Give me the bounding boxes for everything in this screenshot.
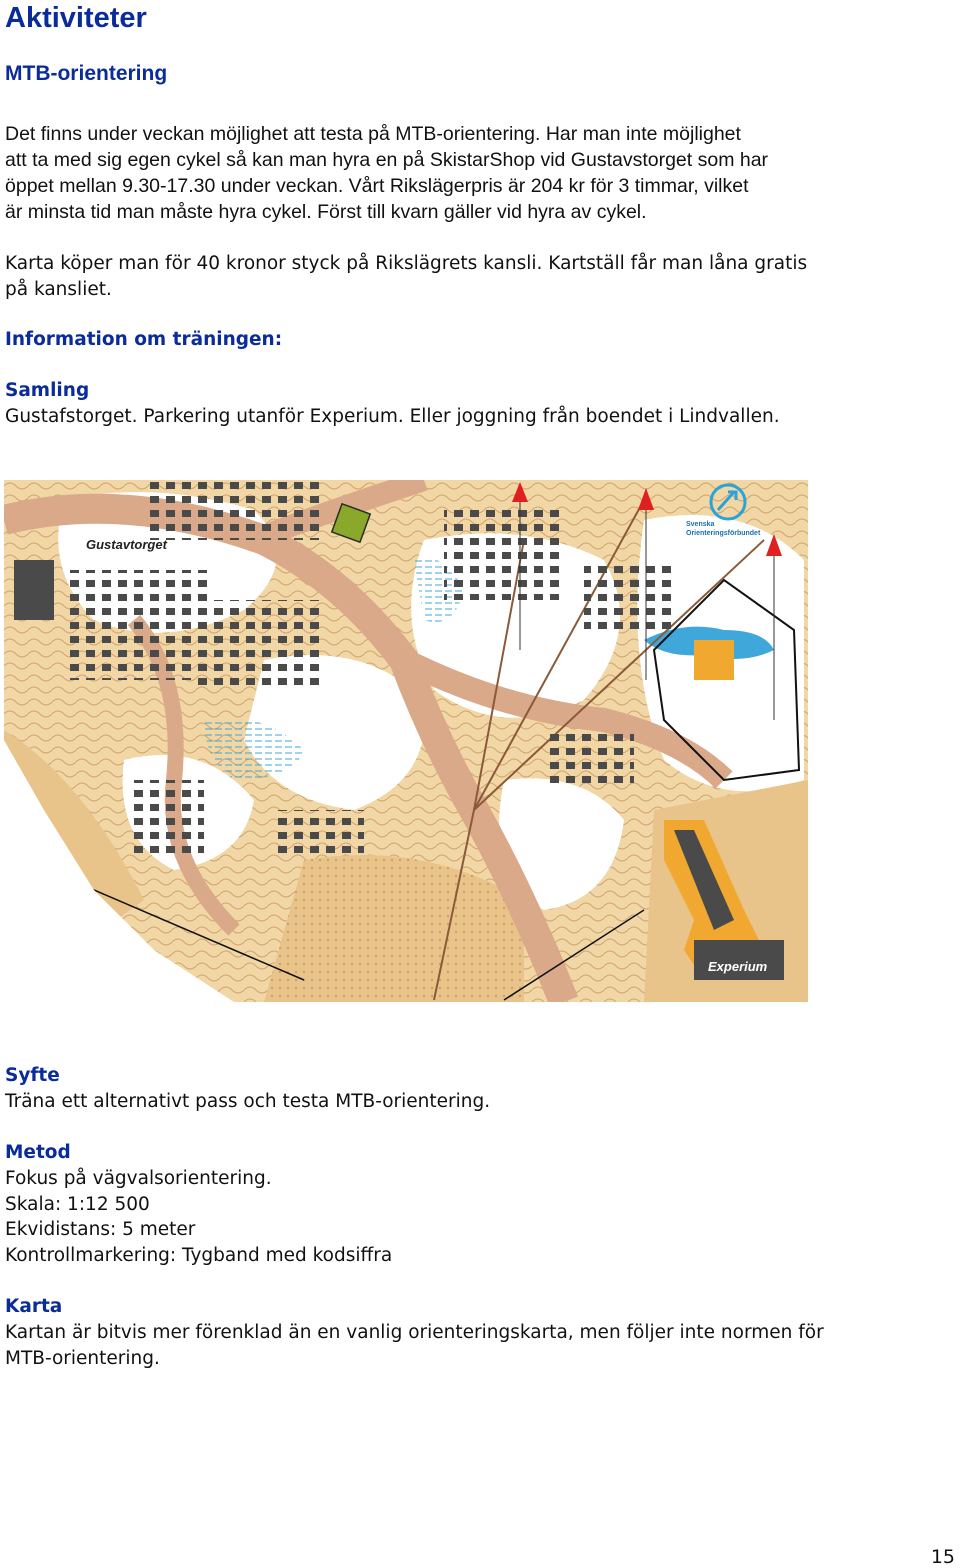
samling-text: Gustafstorget. Parkering utanför Experium. Eller joggning från boendet i Lindvallen. bbox=[5, 406, 780, 427]
map-buildings bbox=[134, 780, 204, 860]
intro-line: är minsta tid man måste hyra cykel. Först till kvarn gäller vid hyra av cykel. bbox=[5, 201, 647, 223]
karta-label: Karta bbox=[5, 1296, 63, 1317]
map-building bbox=[14, 560, 54, 620]
metod-line: Skala: 1:12 500 bbox=[5, 1193, 150, 1215]
logo-text: Orienteringsförbundet bbox=[686, 530, 761, 537]
metod-list bbox=[5, 1166, 392, 1268]
page-title: Aktiviteter bbox=[5, 2, 147, 34]
map-buildings bbox=[274, 810, 364, 860]
info-heading: Information om träningen: bbox=[5, 329, 283, 350]
samling-label: Samling bbox=[5, 380, 90, 401]
intro-line: att ta med sig egen cykel så kan man hyra en på SkistarShop vid Gustavstorget som har bbox=[5, 149, 769, 171]
intro-paragraph bbox=[5, 121, 768, 225]
map-body bbox=[4, 480, 808, 1002]
map-buildings bbox=[144, 480, 324, 540]
intro-line: öppet mellan 9.30-17.30 under veckan. Vårt Rikslägerpris är 204 kr för 3 timmar, vilket bbox=[5, 175, 749, 197]
map-buildings bbox=[584, 560, 674, 630]
metod-line: Fokus på vägvalsorientering. bbox=[5, 1168, 272, 1189]
karta-text bbox=[5, 1320, 824, 1371]
map-buildings bbox=[64, 570, 214, 680]
metod-line: Kontrollmarkering: Tygband med kodsiffra bbox=[5, 1244, 393, 1266]
karta-line: Kartan är bitvis mer förenklad än en vanlig orienteringskarta, men följer inte normen för bbox=[5, 1322, 824, 1343]
map-parking bbox=[694, 640, 734, 680]
map-buildings bbox=[444, 510, 564, 600]
page-number: 15 bbox=[930, 1546, 955, 1568]
metod-line: Ekvidistans: 5 meter bbox=[5, 1219, 196, 1240]
map-buildings bbox=[194, 600, 324, 690]
paragraph-line: på kansliet. bbox=[5, 278, 112, 300]
section-title: MTB-orientering bbox=[5, 62, 168, 85]
orienteering-map bbox=[4, 480, 808, 1002]
syfte-label: Syfte bbox=[5, 1065, 60, 1086]
map-label-gustavtorget: Gustavtorget bbox=[86, 537, 167, 552]
map-purchase-paragraph bbox=[5, 251, 807, 302]
paragraph-line: Karta köper man för 40 kronor styck på Rikslägrets kansli. Kartställ får man låna gratis bbox=[5, 253, 808, 274]
karta-line: MTB-orientering. bbox=[5, 1347, 160, 1369]
intro-line: Det finns under veckan möjlighet att testa på MTB-orientering. Har man inte möjlighet bbox=[5, 123, 741, 145]
map-label-experium: Experium bbox=[708, 959, 768, 974]
syfte-text: Träna ett alternativt pass och testa MTB-orientering. bbox=[5, 1091, 491, 1112]
map-buildings bbox=[544, 730, 634, 790]
metod-label: Metod bbox=[5, 1142, 71, 1163]
logo-text: Svenska bbox=[686, 521, 715, 528]
